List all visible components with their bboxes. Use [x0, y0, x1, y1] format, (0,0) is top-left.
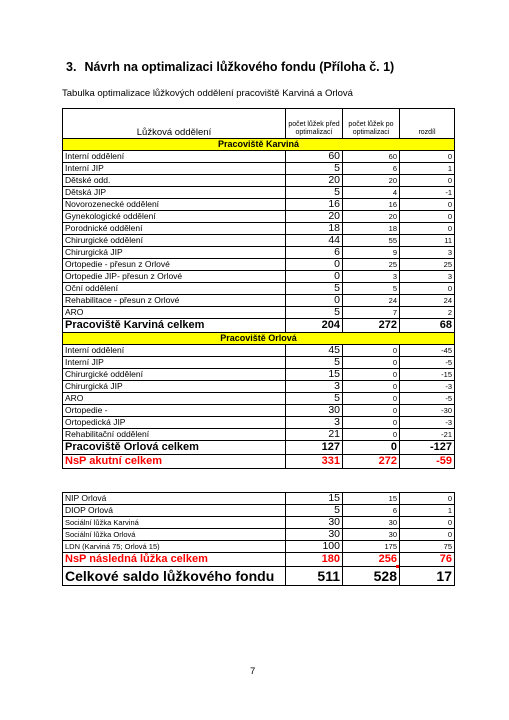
beds-before: 5: [286, 187, 343, 199]
table-row: [63, 163, 455, 175]
department-name: ARO: [63, 307, 286, 319]
beds-difference: -3: [400, 417, 455, 429]
beds-difference: -21: [400, 429, 455, 441]
red-marker: [396, 565, 399, 568]
beds-difference: 0: [400, 517, 455, 529]
beds-before: 511: [286, 567, 343, 586]
beds-difference: -3: [400, 381, 455, 393]
table-row: [63, 223, 455, 235]
table-row: [63, 175, 455, 187]
table-row: [63, 187, 455, 199]
table-row: [63, 271, 455, 283]
beds-after: 528: [343, 567, 400, 586]
section-orlova: [63, 333, 455, 345]
department-name: Interní JIP: [63, 163, 286, 175]
department-name: Oční oddělení: [63, 283, 286, 295]
department-name: Sociální lůžka Karviná: [63, 517, 286, 529]
beds-before: 15: [286, 369, 343, 381]
beds-before: 3: [286, 417, 343, 429]
beds-difference: 25: [400, 259, 455, 271]
beds-before: 331: [286, 455, 343, 469]
table-row: [63, 493, 455, 505]
beds-difference: -45: [400, 345, 455, 357]
bed-optimization-table: [62, 108, 455, 469]
beds-before: 3: [286, 381, 343, 393]
beds-after: 25: [343, 259, 400, 271]
beds-after: 0: [343, 357, 400, 369]
beds-after: 0: [343, 393, 400, 405]
table-row: [63, 199, 455, 211]
beds-after: 0: [343, 369, 400, 381]
department-name: Interní oddělení: [63, 345, 286, 357]
beds-after: 30: [343, 529, 400, 541]
beds-after: 3: [343, 271, 400, 283]
section-number: 3.: [66, 60, 77, 74]
beds-before: 5: [286, 505, 343, 517]
grand-total-row: [63, 567, 455, 586]
table-row: [63, 381, 455, 393]
beds-before: 127: [286, 441, 343, 455]
beds-before: 21: [286, 429, 343, 441]
beds-difference: 0: [400, 529, 455, 541]
karvina-total-row: [63, 319, 455, 333]
table-row: [63, 235, 455, 247]
beds-after: 272: [343, 455, 400, 469]
table-row: [63, 283, 455, 295]
table-row: [63, 345, 455, 357]
department-name: NsP akutní celkem: [63, 455, 286, 469]
beds-difference: 24: [400, 295, 455, 307]
beds-after: 15: [343, 493, 400, 505]
department-name: Dětské odd.: [63, 175, 286, 187]
beds-after: 55: [343, 235, 400, 247]
beds-difference: 1: [400, 163, 455, 175]
table-row: [63, 505, 455, 517]
beds-before: 0: [286, 259, 343, 271]
department-name: Chirurgická JIP: [63, 381, 286, 393]
beds-after: 0: [343, 417, 400, 429]
table-row: [63, 259, 455, 271]
department-name: Dětská JIP: [63, 187, 286, 199]
beds-before: 204: [286, 319, 343, 333]
beds-difference: -1: [400, 187, 455, 199]
beds-difference: 76: [400, 553, 455, 567]
beds-before: 0: [286, 295, 343, 307]
department-name: Rehabilitační oddělení: [63, 429, 286, 441]
table-row: [63, 247, 455, 259]
table-row: [63, 517, 455, 529]
beds-after: 60: [343, 151, 400, 163]
department-name: Chirurgické oddělení: [63, 369, 286, 381]
department-name: LDN (Karviná 75; Orlová 15): [63, 541, 286, 553]
beds-before: 20: [286, 211, 343, 223]
beds-difference: -15: [400, 369, 455, 381]
beds-difference: -5: [400, 357, 455, 369]
beds-after: 175: [343, 541, 400, 553]
beds-before: 20: [286, 175, 343, 187]
beds-after: 16: [343, 199, 400, 211]
acute-total-row: [63, 455, 455, 469]
department-name: Rehabilitace - přesun z Orlové: [63, 295, 286, 307]
beds-difference: -59: [400, 455, 455, 469]
beds-after: 20: [343, 211, 400, 223]
beds-before: 30: [286, 405, 343, 417]
beds-after: 18: [343, 223, 400, 235]
beds-difference: 0: [400, 199, 455, 211]
department-name: Chirurgická JIP: [63, 247, 286, 259]
table-caption: Tabulka optimalizace lůžkových oddělení pracoviště Karviná a Orlová: [62, 88, 353, 99]
section-orlova-title: Pracoviště Orlová: [63, 333, 455, 345]
department-name: Ortopedická JIP: [63, 417, 286, 429]
beds-difference: 2: [400, 307, 455, 319]
table-row: [63, 417, 455, 429]
beds-after: 30: [343, 517, 400, 529]
department-name: Ortopedie -: [63, 405, 286, 417]
beds-before: 100: [286, 541, 343, 553]
beds-difference: -127: [400, 441, 455, 455]
beds-after: 7: [343, 307, 400, 319]
beds-after: 9: [343, 247, 400, 259]
department-name: NIP Orlová: [63, 493, 286, 505]
beds-after: 0: [343, 429, 400, 441]
department-name: ARO: [63, 393, 286, 405]
beds-difference: -5: [400, 393, 455, 405]
beds-before: 5: [286, 283, 343, 295]
beds-before: 5: [286, 163, 343, 175]
beds-before: 180: [286, 553, 343, 567]
beds-difference: 3: [400, 247, 455, 259]
beds-after: 6: [343, 163, 400, 175]
department-name: Sociální lůžka Orlová: [63, 529, 286, 541]
beds-difference: 0: [400, 493, 455, 505]
beds-difference: 0: [400, 175, 455, 187]
department-name: Celkové saldo lůžkového fondu: [63, 567, 286, 586]
page-number: 7: [250, 666, 256, 677]
beds-after: 272: [343, 319, 400, 333]
section-title: Návrh na optimalizaci lůžkového fondu (Příloha č. 1): [84, 60, 395, 74]
department-name: Interní JIP: [63, 357, 286, 369]
beds-before: 45: [286, 345, 343, 357]
table-row: [63, 357, 455, 369]
beds-after: 4: [343, 187, 400, 199]
beds-before: 6: [286, 247, 343, 259]
header-difference: rozdíl: [400, 109, 455, 139]
beds-after: 0: [343, 381, 400, 393]
header-before: počet lůžek před optimalizací: [286, 109, 343, 139]
beds-after: 256: [343, 553, 400, 567]
beds-before: 60: [286, 151, 343, 163]
header-after: počet lůžek po optimalizaci: [343, 109, 400, 139]
beds-difference: 0: [400, 223, 455, 235]
beds-after: 6: [343, 505, 400, 517]
department-name: NsP následná lůžka celkem: [63, 553, 286, 567]
header-department: Lůžková oddělení: [63, 109, 286, 139]
beds-before: 44: [286, 235, 343, 247]
beds-difference: 17: [400, 567, 455, 586]
table-row: [63, 529, 455, 541]
beds-after: 24: [343, 295, 400, 307]
table-header-row: [63, 109, 455, 139]
department-name: Chirurgické oddělení: [63, 235, 286, 247]
department-name: Interní oddělení: [63, 151, 286, 163]
department-name: Gynekologické oddělení: [63, 211, 286, 223]
beds-before: 15: [286, 493, 343, 505]
department-name: Porodnické oddělení: [63, 223, 286, 235]
beds-after: 20: [343, 175, 400, 187]
beds-after: 0: [343, 441, 400, 455]
table-row: [63, 429, 455, 441]
beds-difference: 0: [400, 151, 455, 163]
beds-after: 0: [343, 405, 400, 417]
beds-before: 18: [286, 223, 343, 235]
section-karvina-title: Pracoviště Karviná: [63, 139, 455, 151]
beds-difference: 68: [400, 319, 455, 333]
follow-up-care-table: [62, 492, 455, 586]
table-row: [63, 295, 455, 307]
beds-after: 5: [343, 283, 400, 295]
beds-difference: 11: [400, 235, 455, 247]
beds-before: 16: [286, 199, 343, 211]
beds-difference: 0: [400, 283, 455, 295]
beds-difference: 75: [400, 541, 455, 553]
beds-difference: 3: [400, 271, 455, 283]
table-row: [63, 369, 455, 381]
beds-before: 5: [286, 307, 343, 319]
beds-before: 0: [286, 271, 343, 283]
beds-before: 5: [286, 357, 343, 369]
department-name: Ortopedie JIP- přesun z Orlové: [63, 271, 286, 283]
beds-difference: 0: [400, 211, 455, 223]
table-row: [63, 211, 455, 223]
beds-difference: 1: [400, 505, 455, 517]
table-row: [63, 393, 455, 405]
orlova-total-row: [63, 441, 455, 455]
table-row: [63, 151, 455, 163]
table-row: [63, 307, 455, 319]
department-name: DIOP Orlová: [63, 505, 286, 517]
table-row: [63, 541, 455, 553]
department-name: Pracoviště Orlová celkem: [63, 441, 286, 455]
section-heading: [66, 60, 394, 74]
table-row: [63, 405, 455, 417]
section-karvina: [63, 139, 455, 151]
beds-before: 30: [286, 517, 343, 529]
beds-after: 0: [343, 345, 400, 357]
beds-before: 30: [286, 529, 343, 541]
beds-difference: -30: [400, 405, 455, 417]
department-name: Novorozenecké oddělení: [63, 199, 286, 211]
department-name: Pracoviště Karviná celkem: [63, 319, 286, 333]
beds-before: 5: [286, 393, 343, 405]
department-name: Ortopedie - přesun z Orlové: [63, 259, 286, 271]
